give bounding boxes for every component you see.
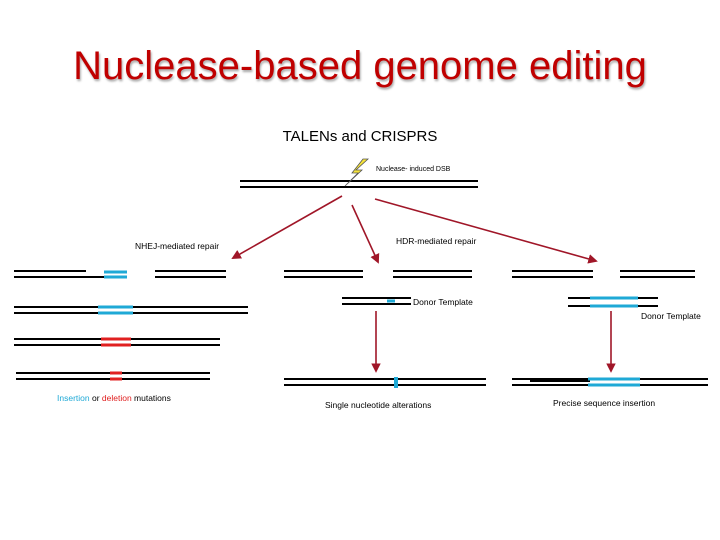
deletion-word: deletion: [101, 393, 132, 403]
donor-template-label-1: Donor Template: [413, 297, 473, 307]
nhej-label: NHEJ-mediated repair: [135, 241, 220, 251]
hdr-insertion-segments: [588, 298, 640, 385]
original-dna: [240, 181, 478, 187]
arrow-to-hdr-insertion: [375, 199, 596, 261]
hdr-insertion-dna: [512, 271, 708, 385]
insertion-word: Insertion: [57, 393, 90, 403]
precise-insertion-caption: Precise sequence insertion: [553, 398, 656, 408]
hdr-single-segments: [387, 301, 396, 388]
repair-arrows: [233, 196, 611, 371]
slide-subtitle: TALENs and CRISPRS: [282, 128, 438, 145]
or-word: or: [89, 393, 102, 403]
arrow-to-hdr-single: [352, 205, 378, 262]
nhej-dna-strands: [14, 271, 248, 379]
arrow-to-nhej: [233, 196, 342, 258]
single-nucleotide-caption: Single nucleotide alterations: [325, 400, 432, 410]
mutations-word: mutations: [131, 393, 171, 403]
mutations-caption: [57, 393, 171, 403]
donor-template-label-2: Donor Template: [641, 311, 701, 321]
nhej-segments: [98, 272, 133, 379]
hdr-single-dna: [284, 271, 486, 385]
hdr-label: HDR-mediated repair: [396, 236, 477, 246]
dsb-label: Nuclease- induced DSB: [376, 166, 451, 173]
slide-title: Nuclease-based genome editing: [73, 44, 647, 88]
